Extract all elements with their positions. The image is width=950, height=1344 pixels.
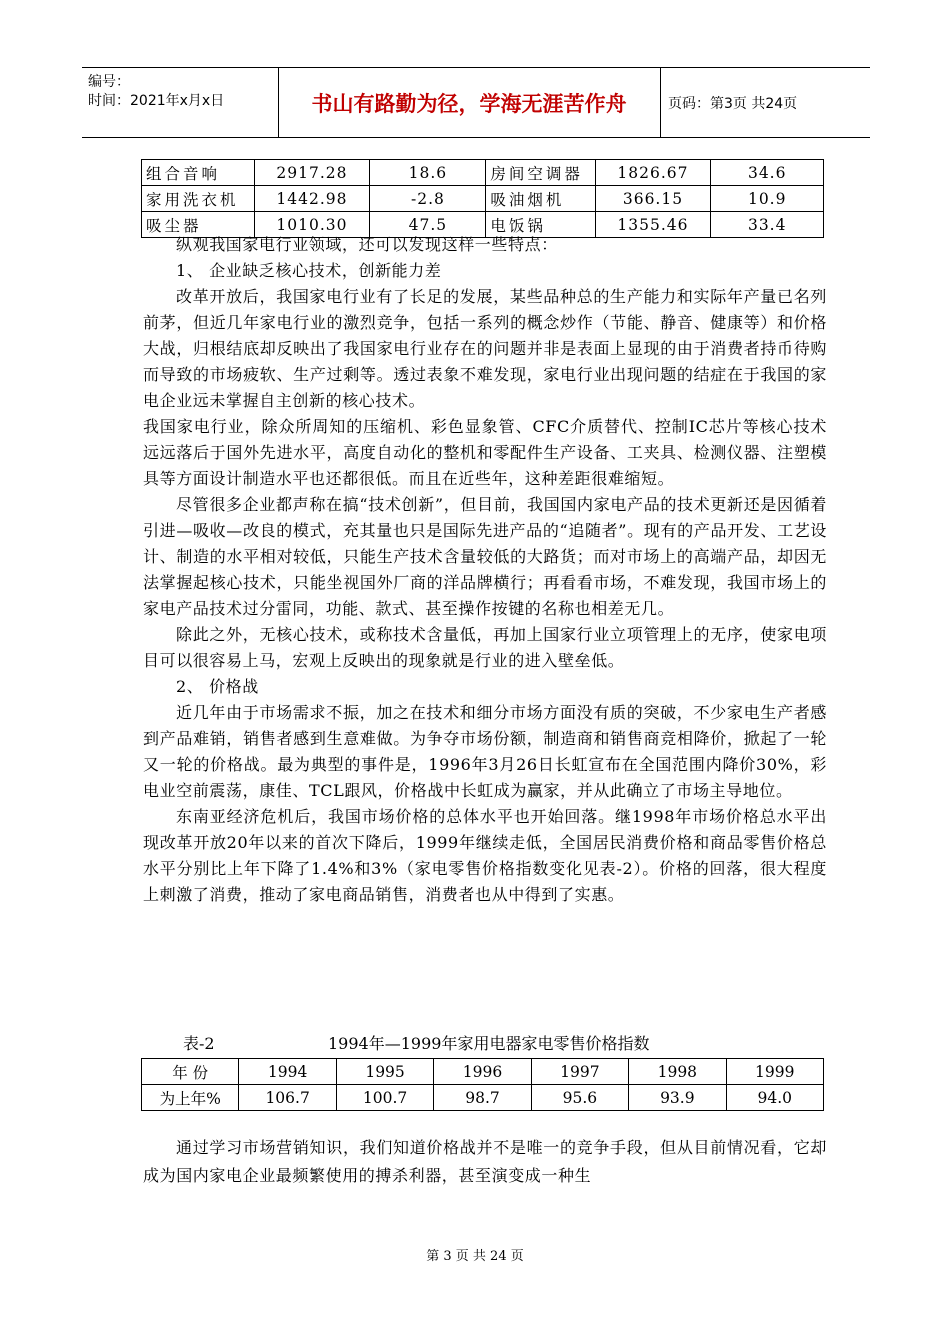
- appliance-sales-table: [141, 159, 824, 238]
- index-value-cell: 106.7: [239, 1085, 336, 1111]
- paragraph: 除此之外，无核心技术，或称技术含量低，再加上国家行业立项管理上的无序，使家电项目可以很容易上马，宏观上反映出的现象就是行业的进入壁垒低。: [143, 625, 827, 670]
- table2-title: 1994年—1999年家用电器家电零售价格指数: [328, 1034, 650, 1053]
- page-footer: 第 3 页 共 24 页: [426, 1249, 524, 1264]
- index-value-cell: 94.0: [726, 1085, 823, 1111]
- header-code-label: 编号：: [88, 74, 130, 90]
- table-cell: 34.6: [711, 160, 824, 186]
- product-name-cell: 吸油烟机: [486, 186, 595, 212]
- table-cell: 33.4: [711, 212, 824, 238]
- product-name-cell: 家用洗衣机: [142, 186, 255, 212]
- table2-label: 表-2: [183, 1034, 215, 1053]
- document-body: [143, 232, 827, 908]
- table-cell: 1442.98: [254, 186, 370, 212]
- year-cell: 1996: [434, 1059, 531, 1085]
- year-cell: 1994: [239, 1059, 336, 1085]
- paragraph: 我国家电行业，除众所周知的压缩机、彩色显象管、CFC介质替代、控制IC芯片等核心技术远远落后于国外先进水平，高度自动化的整机和零配件生产设备、工夹具、检测仪器、注塑模具等方面设计制造水平也还都很低。而且在近些年，这种差距很难缩短。: [143, 417, 827, 488]
- header-motto: 书山有路勤为径，学海无涯苦作舟: [278, 68, 661, 137]
- table-row: [142, 160, 824, 186]
- year-cell: 1998: [629, 1059, 726, 1085]
- paragraph-continued: 通过学习市场营销知识，我们知道价格战并不是唯一的竞争手段，但从目前情况看，它却成为国内家电企业最频繁使用的搏杀利器，甚至演变成一种生: [143, 1138, 827, 1185]
- product-name-cell: 组合音响: [142, 160, 255, 186]
- year-cell: 1995: [336, 1059, 433, 1085]
- header-page-info: 页码：第3页 共24页: [668, 95, 798, 112]
- price-index-header-row: [142, 1059, 824, 1085]
- table-cell: 47.5: [370, 212, 486, 238]
- document-body-continued: [143, 1134, 827, 1190]
- table2-caption: [143, 1031, 827, 1057]
- table-cell: 1010.30: [254, 212, 370, 238]
- index-value-cell: 98.7: [434, 1085, 531, 1111]
- header-date: 时间：2021年x月x日: [88, 93, 225, 109]
- paragraph: 东南亚经济危机后，我国市场价格的总体水平也开始回落。继1998年市场价格总水平出现改革开放20年以来的首次下降后，1999年继续走低，全国居民消费价格和商品零售价格总水平分别比上年下降了1.4%和3%（家电零售价格指数变化见表-2）。价格的回落，很大程度上刺激了消费，推动了家电商品销售，消费者也从中得到了实惠。: [143, 807, 827, 904]
- table-cell: 18.6: [370, 160, 486, 186]
- paragraph: 改革开放后，我国家电行业有了长足的发展，某些品种总的生产能力和实际年产量已名列前茅，但近几年家电行业的激烈竞争，包括一系列的概念炒作（节能、静音、健康等）和价格大战，归根结底却反映出了我国家电行业存在的问题并非是表面上显现的由于消费者持币待购而导致的市场疲软、生产过剩等。透过表象不难发现，家电行业出现问题的结症在于我国的家电企业远未掌握自主创新的核心技术。: [143, 287, 827, 410]
- price-index-table: [141, 1058, 824, 1111]
- paragraph: 2、 价格战: [176, 677, 259, 696]
- product-name-cell: 房间空调器: [486, 160, 595, 186]
- paragraph: 1、 企业缺乏核心技术，创新能力差: [176, 261, 442, 280]
- table-cell: 366.15: [595, 186, 711, 212]
- page-header: [82, 67, 870, 138]
- price-index-value-row: [142, 1085, 824, 1111]
- paragraph: 尽管很多企业都声称在搞“技术创新”，但目前，我国国内家电产品的技术更新还是因循着引进—吸收—改良的模式，充其量也只是国际先进产品的“追随者”。现有的产品开发、工艺设计、制造的水平相对较低，只能生产技术含量较低的大路货；而对市场上的高端产品，却因无法掌握起核心技术，只能坐视国外厂商的洋品牌横行；再看看市场，不难发现，我国市场上的家电产品技术过分雷同，功能、款式、甚至操作按键的名称也相差无几。: [143, 495, 827, 618]
- table-row: [142, 186, 824, 212]
- index-value-cell: 100.7: [336, 1085, 433, 1111]
- year-cell: 1997: [531, 1059, 628, 1085]
- table-cell: 1826.67: [595, 160, 711, 186]
- paragraph: 近几年由于市场需求不振，加之在技术和细分市场方面没有质的突破，不少家电生产者感到产品难销，销售者感到生意难做。为争夺市场份额，制造商和销售商竞相降价，掀起了一轮又一轮的价格战。最为典型的事件是，1996年3月26日长虹宣布在全国范围内降价30%，彩电业空前震荡，康佳、TCL跟风，价格战中长虹成为赢家，并从此确立了市场主导地位。: [143, 703, 827, 800]
- table-cell: 2917.28: [254, 160, 370, 186]
- table-cell: 10.9: [711, 186, 824, 212]
- year-cell: 1999: [726, 1059, 823, 1085]
- table-cell: 1355.46: [595, 212, 711, 238]
- table-cell: -2.8: [370, 186, 486, 212]
- row-label-cell: 为上年%: [142, 1085, 239, 1111]
- product-name-cell: 电饭锅: [486, 212, 595, 238]
- year-header-cell: 年 份: [142, 1059, 239, 1085]
- index-value-cell: 93.9: [629, 1085, 726, 1111]
- paragraph: 纵观我国家电行业领域，还可以发现这样一些特点：: [176, 235, 558, 254]
- product-name-cell: 吸尘器: [142, 212, 255, 238]
- header-meta: [82, 68, 279, 137]
- index-value-cell: 95.6: [531, 1085, 628, 1111]
- appliance-sales-table-body: [142, 160, 824, 238]
